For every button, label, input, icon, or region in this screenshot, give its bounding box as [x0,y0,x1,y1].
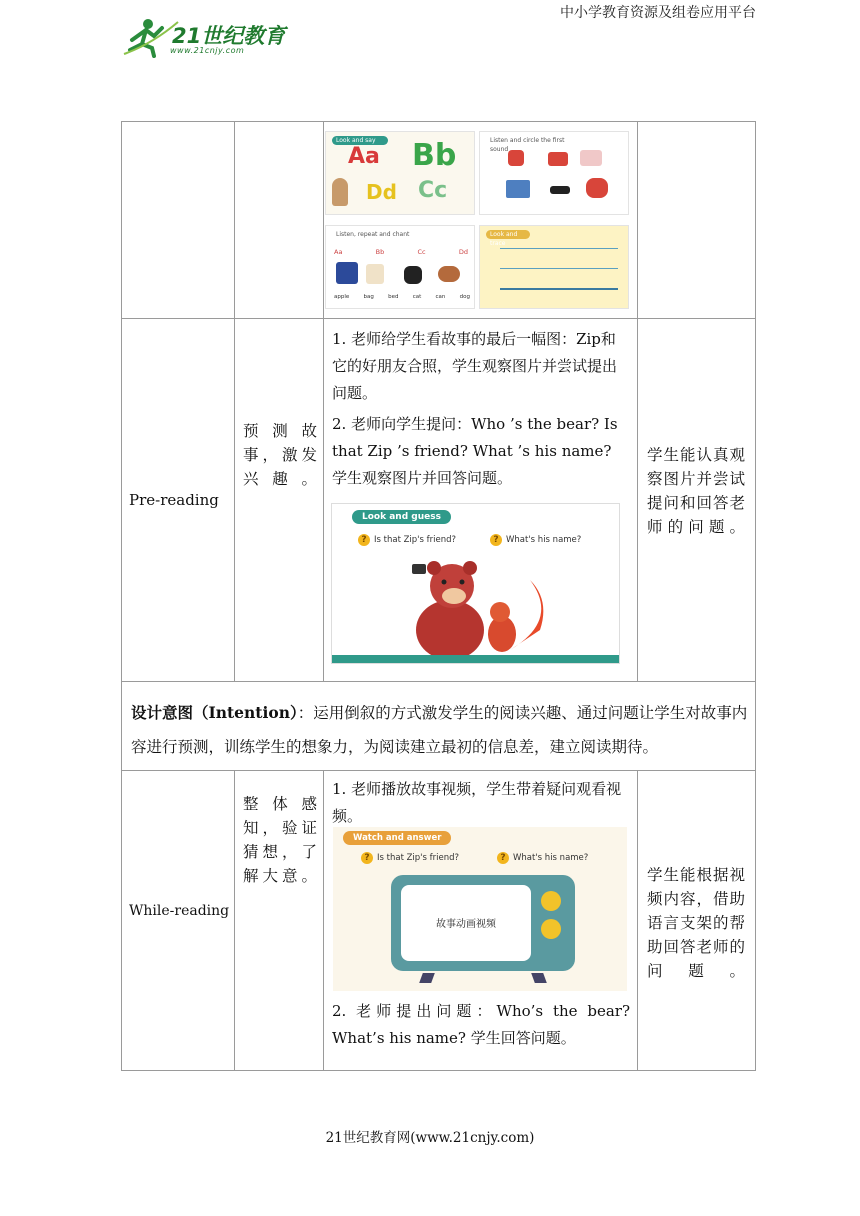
thumb-tag: Look and say [332,136,388,145]
letter-aa: Aa [348,144,380,169]
intention-text: ：运用倒叙的方式激发学生的阅读兴趣、通过问题让学生对故事内容进行预测，训练学生的想象力，为阅读建立最初的信息差，建立阅读期待。 [131,704,748,756]
question-text: Is that Zip's friend? [377,853,460,863]
question-name [497,852,588,864]
chant-word: bed [388,294,399,300]
chant-word: can [435,294,446,300]
chant-word: apple [334,294,350,300]
question-mark-icon: ? [497,852,509,864]
bag-picture [336,262,358,284]
thumb-tag: Listen, repeat and chant [336,231,410,238]
video-placeholder: 故事动画视频 [436,919,496,930]
tv-knob-icon [541,891,561,911]
aim-whilereading: 整体感知，验证猜想，了解大意。 [243,795,317,885]
bear-and-squirrel-picture [410,560,560,656]
thumb-tag: Listen and circle the first sound [490,137,565,153]
slide-tag: Watch and answer [343,831,451,845]
slide-thumb-letters [325,131,475,215]
letter-cc: Cc [418,178,448,203]
eval-prereading: 学生能认真观察图片并尝试提问和回答老师的问题。 [647,446,745,536]
aim-prereading: 预测故事，激发兴趣。 [243,422,317,488]
bed-picture [506,180,530,198]
chant-word: cat [412,294,422,300]
activity-whilereading-2: 2. 老师提出问题：Who’s the bear? What’s his name? 学生回答问题。 [332,1002,630,1047]
activity-whilereading-1: 1. 老师播放故事视频，学生带着疑问观看视频。 [332,780,622,825]
question-friend [361,852,459,864]
slide-thumb-chant [325,225,475,309]
activity-prereading-1: 1. 老师给学生看故事的最后一幅图：Zip和它的好朋友合照，学生观察图片并尝试提出问题。 [332,330,618,402]
intention-block [131,696,749,764]
logo-text: 21世纪教育 [172,24,286,48]
question-text: Is that Zip's friend? [374,535,457,545]
eval-whilereading: 学生能根据视频内容，借助语言支架的帮助回答老师的问题。 [647,866,745,980]
chant-letter: Dd [458,248,468,256]
bear-picture [508,150,524,166]
question-text: What's his name? [506,535,582,545]
stage-prereading: Pre-reading [129,491,219,509]
chant-letter: Aa [334,248,343,256]
footer-site: 21世纪教育网(www.21cnjy.com) [325,1130,535,1146]
bus-picture [548,152,568,166]
platform-title: 中小学教育资源及组卷应用平台 [560,5,756,21]
intention-label: 设计意图（Intention） [131,703,298,722]
tv-knob-icon [541,919,561,939]
question-name [490,534,581,546]
site-logo [122,14,292,60]
dog-picture [438,266,460,282]
chant-word: dog [459,294,470,300]
question-mark-icon: ? [358,534,370,546]
slide-look-and-guess [331,503,620,664]
question-mark-icon: ? [490,534,502,546]
chant-letters [334,248,468,256]
stage-whilereading: While-reading [129,903,230,919]
thumb-tag: Look and trace [486,230,530,239]
slide-thumb-trace [479,225,629,309]
chant-letter: Cc [417,248,426,256]
lesson-table [121,121,756,1071]
letter-dd: Dd [366,180,397,204]
chant-letter: Bb [375,248,385,256]
chant-words [334,294,470,300]
bed-picture [366,264,384,284]
logo-url: www.21cnjy.com [170,46,245,55]
slide-thumb-listen-circle [479,131,629,215]
question-mark-icon: ? [361,852,373,864]
squirrel-picture [586,178,608,198]
slide-watch-and-answer [333,827,627,991]
activity-prereading-2: 2. 老师向学生提问：Who ’s the bear? Is that Zip ’s friend? What ’s his name? 学生观察图片并回答问题。 [332,415,618,487]
slide-tag: Look and guess [352,510,451,524]
chant-word: bag [363,294,374,300]
question-friend [358,534,456,546]
dots-picture [580,150,602,166]
letter-bb: Bb [412,138,457,173]
cat-picture [404,266,422,284]
ant-picture [550,186,570,194]
question-text: What's his name? [513,853,589,863]
kid-icon [332,178,348,206]
tv-frame [391,875,575,971]
